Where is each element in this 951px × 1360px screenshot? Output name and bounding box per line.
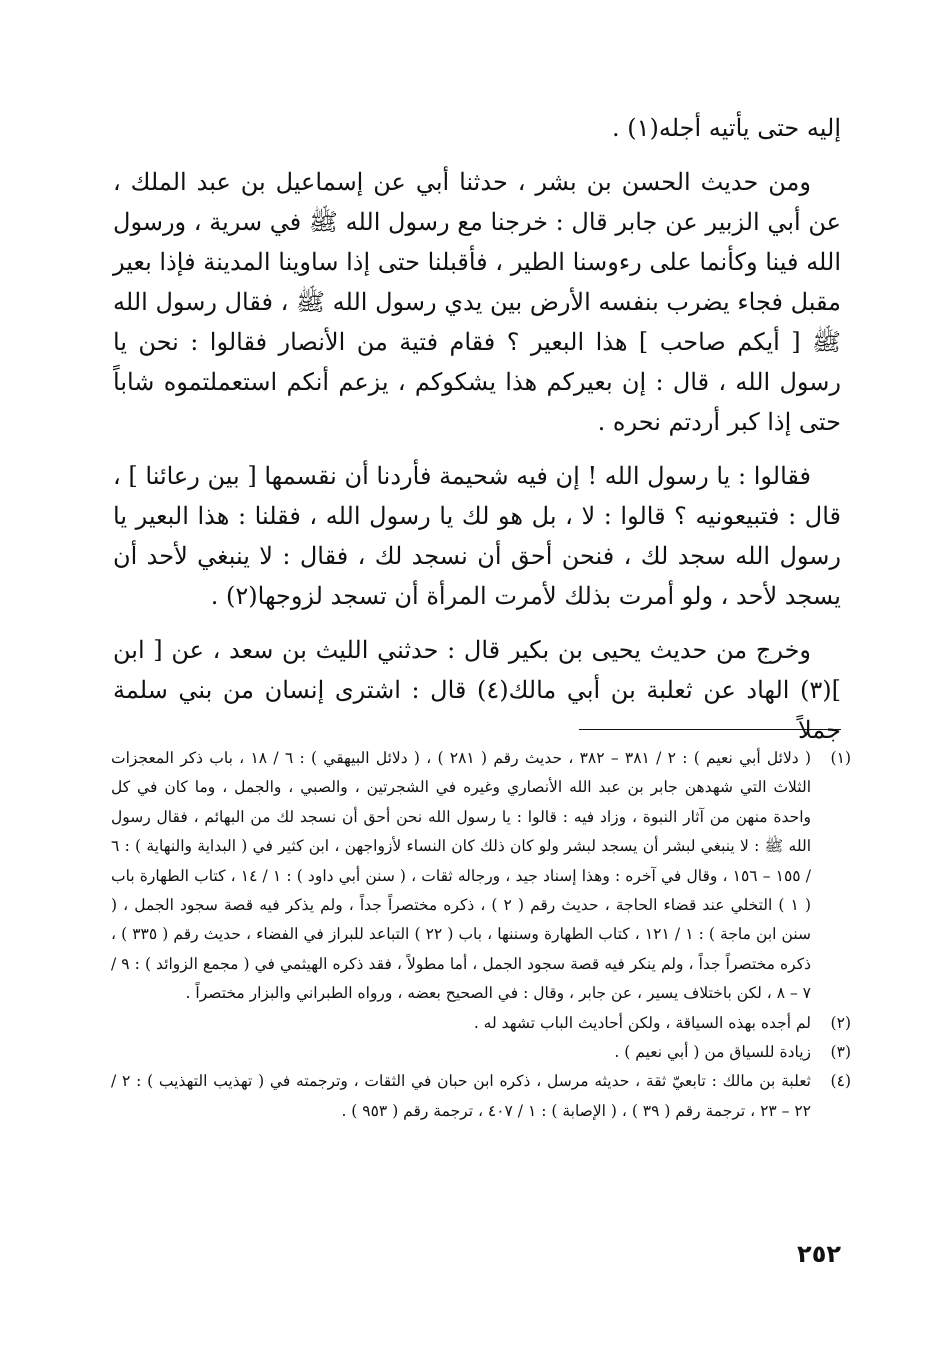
footnote-text: ثعلبة بن مالك : تابعيّ ثقة ، حديثه مرسل ، ذكره ابن حبان في الثقات ، وترجمته في ( تهذيب التهذيب ) : ٢ / ٢٢ – ٢٣ ، ترجمة رقم ( ٣٩ ) ، ( الإصابة ) : ١ / ٤٠٧ ، ترجمة رقم ( ٩٥٣ ) .	[111, 1072, 811, 1120]
footnote-3	[111, 1038, 851, 1067]
footnote-4	[111, 1067, 851, 1126]
footnote-number: (٣)	[830, 1043, 851, 1062]
footnote-separator	[579, 729, 841, 730]
paragraph-yahya-ibn-bukayr: وخرج من حديث يحيى بن بكير قال : حدثني الليث بن سعد ، عن [ ابن ](٣) الهاد عن ثعلبة بن أبي مالك(٤) قال : اشترى إنسان من بني سلمة جملاً	[113, 636, 842, 744]
page-number: ٢٥٢	[797, 1240, 841, 1268]
footnote-1	[111, 744, 851, 1009]
footnote-number: (١)	[830, 749, 851, 767]
paragraph-continuation: إليه حتى يأتيه أجله(١) .	[611, 114, 841, 142]
footnote-number: (٢)	[830, 1013, 851, 1032]
footnote-number: (٤)	[830, 1072, 851, 1091]
main-text	[113, 108, 841, 764]
footnote-text: ( دلائل أبي نعيم ) : ٢ / ٣٨١ – ٣٨٢ ، حديث رقم ( ٢٨١ ) ، ( دلائل البيهقي ) : ٦ / ١٨ ، باب ذكر المعجزات الثلاث التي شهدهن جابر بن عبد الله الأنصاري وغيره في الشجرتين ، والصبي ، والجمل ، وما كان في كل واحدة منهن من آثار النبوة ، وزاد فيه : قالوا : يا رسول الله نحن أحق أن نسجد لك من البهائم ، فقال رسول الله ﷺ : لا ينبغي لبشر أن يسجد لبشر ولو كان ذلك كان النساء لأزواجهن ، ابن كثير في ( البداية والنهاية ) : ٦ / ١٥٥ – ١٥٦ ، وقال في آخره : وهذا إسناد جيد ، ورجاله ثقات ، ( سنن أبي داود ) : ١ / ١٤ ، كتاب الطهارة باب ( ١ ) التخلي عند قضاء الحاجة ، حديث رقم ( ٢ ) ، ذكره مختصراً جداً ، ولم يذكر فيه قصة سجود الجمل ، ( سنن ابن ماجة ) : ١ / ١٢١ ، كتاب الطهارة وسننها ، باب ( ٢٢ ) التباعد للبراز في الفضاء ، حديث رقم ( ٣٣٥ ) ، ذكره مختصراً جداً ، ولم ينكر فيه قصة سجود الجمل ، أما مطولاً ، فقد ذكره الهيثمي في ( مجمع الزوائد ) : ٩ / ٧ – ٨ ، لكن باختلاف يسير ، عن جابر ، وقال : في الصحيح بعضه ، ورواه الطبراني والبزار مختصراً .	[111, 749, 811, 1003]
footnote-text: لم أجده بهذه السياقة ، ولكن أحاديث الباب تشهد له .	[473, 1013, 811, 1032]
footnote-2	[111, 1009, 851, 1038]
paragraph-sujud-camel: فقالوا : يا رسول الله ! إن فيه شحيمة فأردنا أن نقسمها [ بين رعائنا ] ، قال : فتبيعونيه ؟ قالوا : لا ، بل هو لك يا رسول الله ، فقلنا : هذا البعير يا رسول الله سجد لك ، فنحن أحق أن نسجد لك ، فقال : لا ينبغي لأحد أن يسجد لأحد ، ولو أمرت بذلك لأمرت المرأة أن تسجد لزوجها(٢) .	[113, 462, 841, 610]
footnote-text: زيادة للسياق من ( أبي نعيم ) .	[614, 1043, 811, 1062]
paragraph-hasan-ibn-bishr: ومن حديث الحسن بن بشر ، حدثنا أبي عن إسماعيل بن عبد الملك ، عن أبي الزبير عن جابر قال : خرجنا مع رسول الله ﷺ في سرية ، ورسول الله فينا وكأنما على رءوسنا الطير ، فأقبلنا حتى إذا ساوينا المدينة فإذا بعير مقبل فجاء يضرب بنفسه الأرض بين يدي رسول الله ﷺ ، فقال رسول الله ﷺ [ أيكم صاحب ] هذا البعير ؟ فقام فتية من الأنصار فقالوا : نحن يا رسول الله ، قال : إن بعيركم هذا يشكوكم ، يزعم أنكم استعملتموه شاباً حتى إذا كبر أردتم نحره .	[113, 168, 841, 436]
footnotes	[111, 744, 851, 1126]
